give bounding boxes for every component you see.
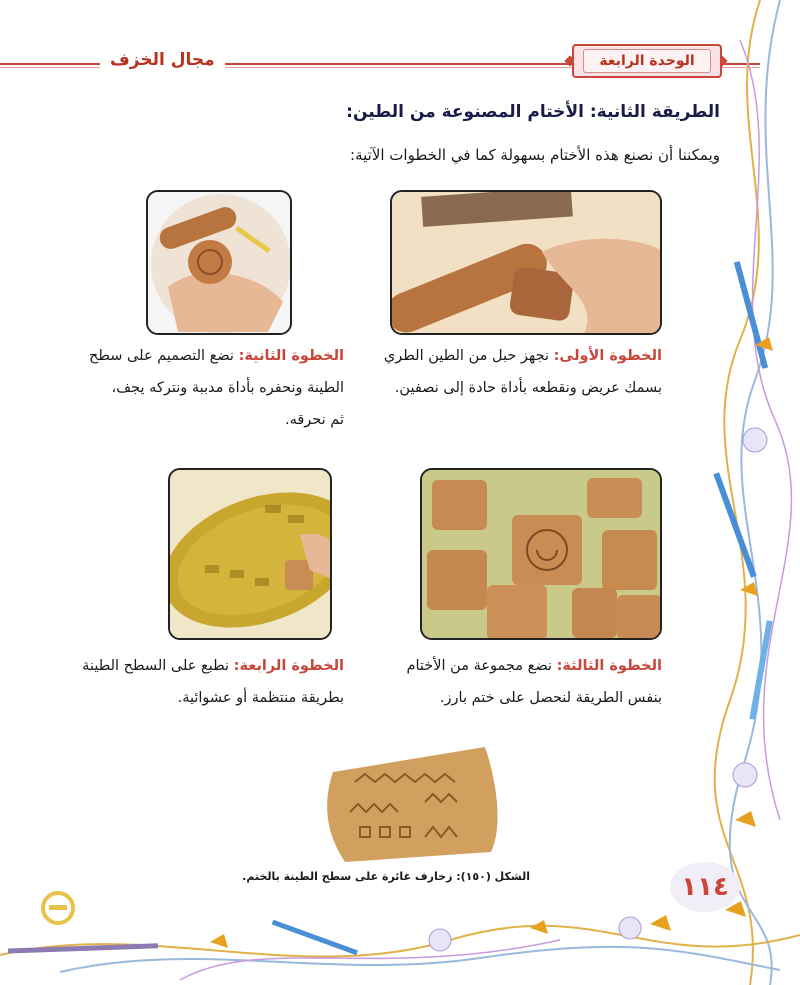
step-1-line-1 [384, 340, 662, 372]
clay-rope-image [392, 192, 662, 335]
step-2-text-1: نضع التصميم على سطح [89, 348, 234, 364]
step-2-line-1 [89, 340, 344, 372]
step-3 [407, 650, 662, 714]
step-1 [384, 340, 662, 404]
section-title: مجال الخزف [100, 50, 225, 70]
step-2-label: الخطوة الثانية: [238, 348, 344, 364]
intro-text: ويمكننا أن نصنع هذه الأختام بسهولة كما في الخطوات الآتية: [350, 146, 720, 164]
photo-clay-rope [390, 190, 662, 335]
method-title: الطريقة الثانية: الأختام المصنوعة من الطين: [346, 102, 720, 122]
tray-printing-image [170, 470, 332, 640]
step-3-line-1 [407, 650, 662, 682]
step-2 [89, 340, 344, 436]
page-number: ١١٤ [670, 862, 740, 912]
step-4-label: الخطوة الرابعة: [233, 658, 344, 674]
figure-caption: الشكل (١٥٠): زخارف غائرة على سطح الطينة بالختم. [242, 870, 530, 883]
step-3-label: الخطوة الثالثة: [556, 658, 662, 674]
step-4-line-2: بطريقة منتظمة أو عشوائية. [177, 690, 344, 706]
carving-stamp-image [148, 192, 292, 335]
step-1-label: الخطوة الأولى: [553, 348, 662, 364]
step-3-text-1: نضع مجموعة من الأختام [406, 658, 552, 674]
stamps-group-image [422, 470, 662, 640]
photo-tray-printing [168, 468, 332, 640]
step-3-line-2: بنفس الطريقة لنحصل على ختم بارز. [439, 690, 662, 706]
step-4 [82, 650, 344, 714]
photo-carving-stamp [146, 190, 292, 335]
publisher-logo [40, 890, 76, 926]
step-2-line-2: الطينة ونحفره بأداة مدببة ونتركه يجف، [111, 380, 344, 396]
figure-clay-tablet [315, 742, 500, 864]
step-1-text-1: نجهز حبل من الطين الطري [383, 348, 549, 364]
photo-stamps-group [420, 468, 662, 640]
step-4-line-1 [82, 650, 344, 682]
step-2-line-3: ثم نحرقه. [284, 412, 344, 428]
step-4-text-1: نطبع على السطح الطينة [82, 658, 230, 674]
step-1-line-2: بسمك عريض ونقطعه بأداة حادة إلى نصفين. [394, 380, 662, 396]
unit-label: الوحدة الرابعة [583, 49, 711, 73]
